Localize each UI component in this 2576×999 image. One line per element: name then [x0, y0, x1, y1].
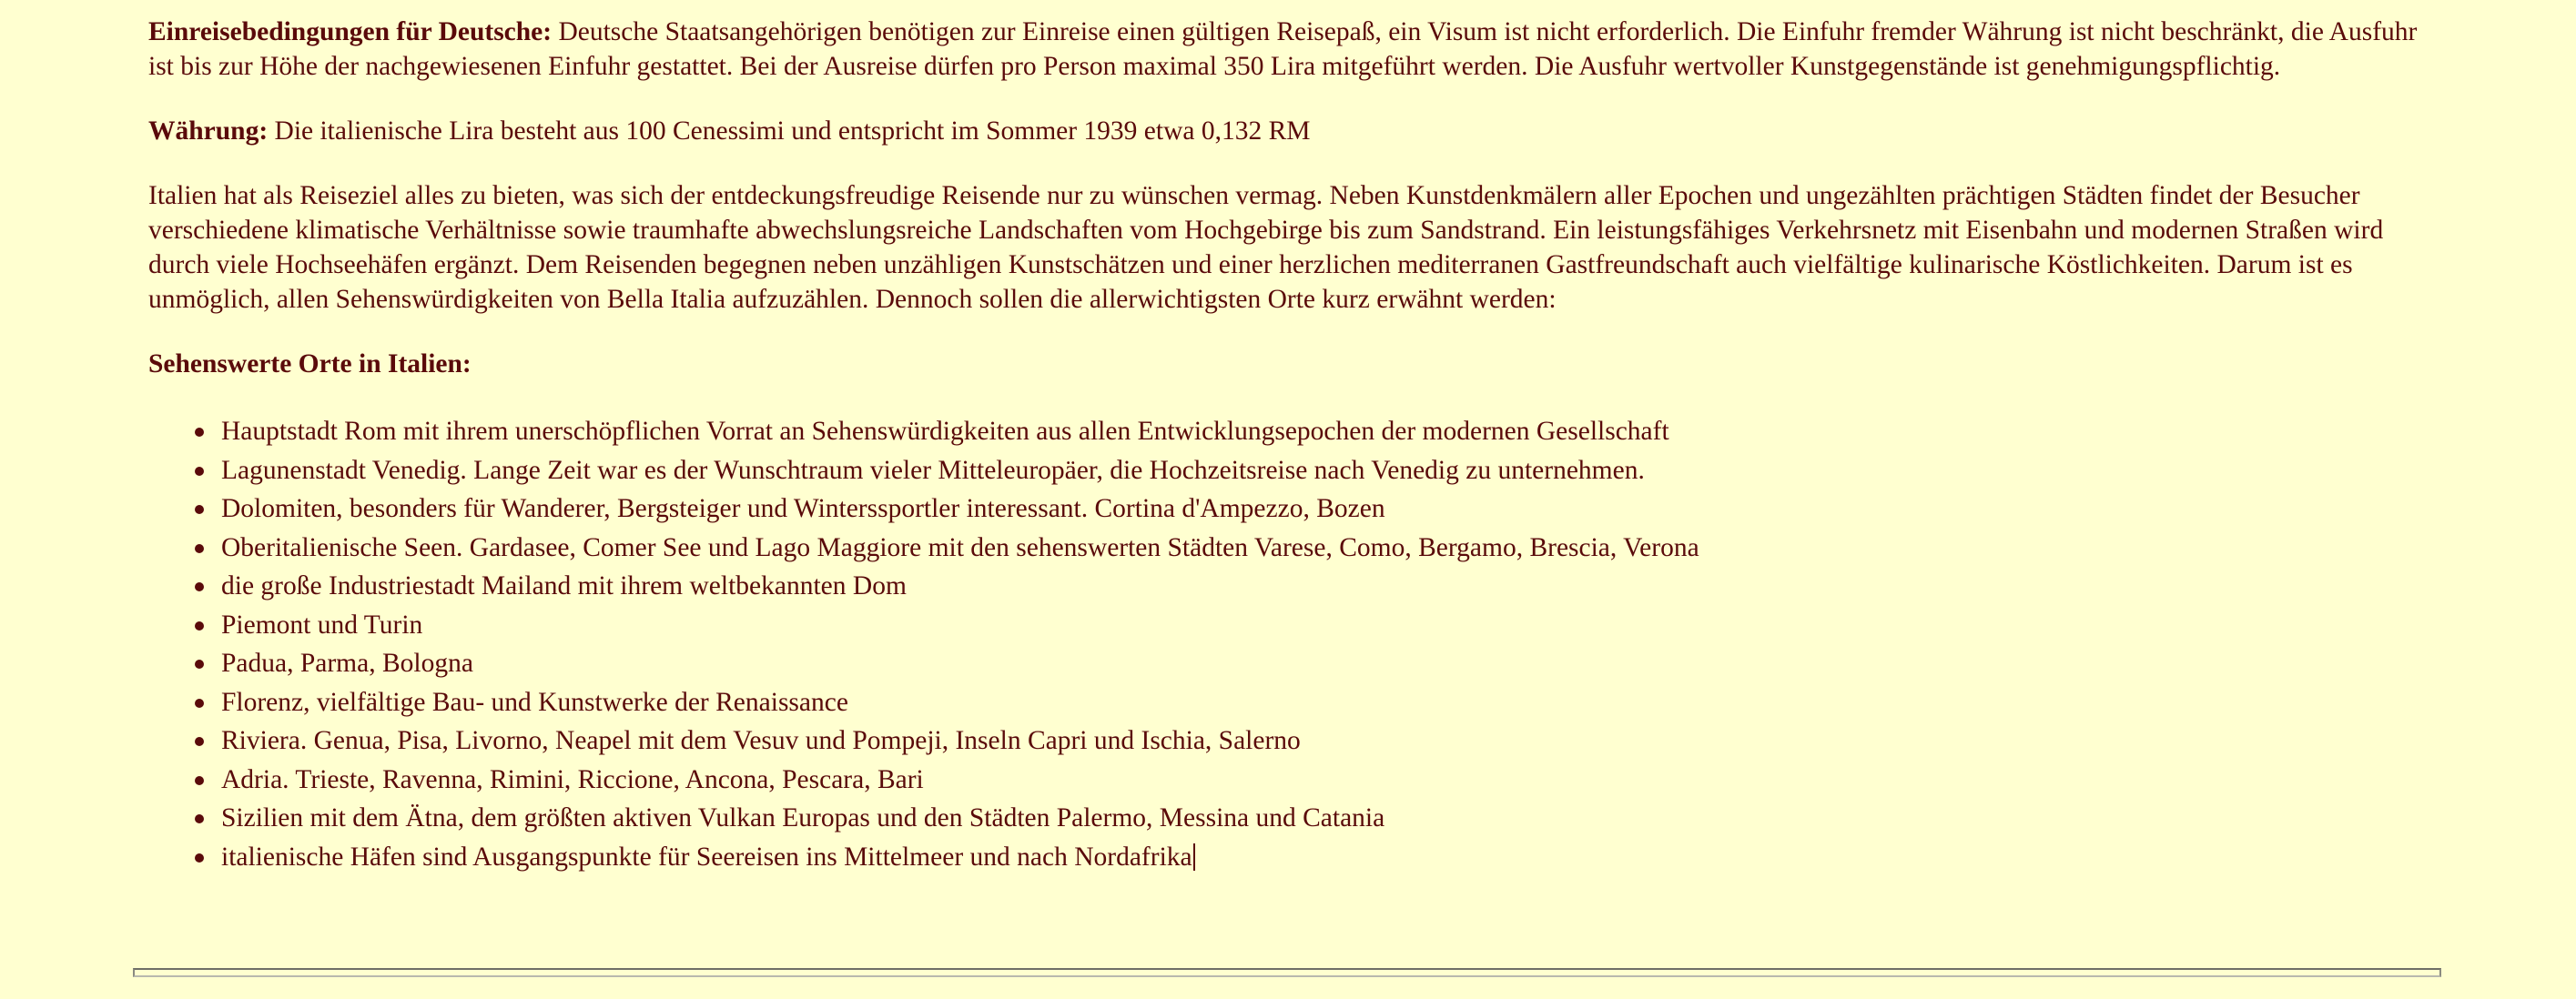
list-item: Dolomiten, besonders für Wanderer, Bergsteiger und Winterssportler interessant. Cortina d'Ampezzo, Bozen — [221, 489, 2442, 529]
list-item: Oberitalienische Seen. Gardasee, Comer See und Lago Maggiore mit den sehenswerten Städten Varese, Como, Bergamo, Brescia, Verona — [221, 529, 2442, 568]
places-heading: Sehenswerte Orte in Italien: — [148, 349, 472, 378]
text-cursor — [1193, 843, 1195, 871]
entry-requirements-label: Einreisebedingungen für Deutsche: — [148, 17, 553, 46]
entry-requirements-text: Deutsche Staatsangehörigen benötigen zur Einreise einen gültigen Reisepaß, ein Visum ist nicht erforderlich. Die Einfuhr fremder Währung ist nicht beschränkt, die Ausfuhr ist bis zur Höhe der nachgewiesenen Einfuhr gestattet. Bei der Ausreise dürfen pro Person maximal 350 Lira mitgeführt werden. Die Ausfuhr wertvoller Kunstgegenstände ist genehmigungspflichtig. — [148, 17, 2418, 81]
list-item: Lagunenstadt Venedig. Lange Zeit war es der Wunschtraum vieler Mitteleuropäer, die Hochzeitsreise nach Venedig zu unternehmen. — [221, 451, 2442, 490]
intro-paragraph: Italien hat als Reiseziel alles zu bieten, was sich der entdeckungsfreudige Reisende nur zu wünschen vermag. Neben Kunstdenkmälern aller Epochen und ungezählten prächtigen Städten findet der Besucher verschiedene klimatische Verhältnisse sowie traumhafte abwechslungsreiche Landschaften vom Hochgebirge bis zum Sandstrand. Ein leistungsfähiges Verkehrsnetz mit Eisenbahn und modernen Straßen wird durch viele Hochseehäfen ergänzt. Dem Reisenden begegnen neben unzähligen Kunstschätzen und einer herzlichen mediterranen Gastfreundschaft auch vielfältige kulinarische Köstlichkeiten. Darum ist es unmöglich, allen Sehenswürdigkeiten von Bella Italia aufzuzählen. Dennoch sollen die allerwichtigsten Orte kurz erwähnt werden: — [148, 181, 2384, 314]
list-item: Padua, Parma, Bologna — [221, 644, 2442, 683]
list-item: die große Industriestadt Mailand mit ihrem weltbekannten Dom — [221, 567, 2442, 606]
list-item: Hauptstadt Rom mit ihrem unerschöpflichen Vorrat an Sehenswürdigkeiten aus allen Entwicklungsepochen der modernen Gesellschaft — [221, 412, 2442, 451]
horizontal-rule — [133, 968, 2441, 977]
currency-paragraph — [148, 114, 2442, 148]
list-item: Florenz, vielfältige Bau- und Kunstwerke der Renaissance — [221, 683, 2442, 722]
list-item: italienische Häfen sind Ausgangspunkte für Seereisen ins Mittelmeer und nach Nordafrika — [221, 838, 2442, 877]
places-list — [148, 412, 2442, 876]
currency-label: Währung: — [148, 116, 269, 146]
list-item: Adria. Trieste, Ravenna, Rimini, Riccione, Ancona, Pescara, Bari — [221, 761, 2442, 800]
list-item: Riviera. Genua, Pisa, Livorno, Neapel mit dem Vesuv und Pompeji, Inseln Capri und Ischia, Salerno — [221, 722, 2442, 761]
currency-text: Die italienische Lira besteht aus 100 Cenessimi und entspricht im Sommer 1939 etwa 0,132 RM — [274, 116, 1311, 146]
document-body — [148, 15, 2442, 876]
list-item: Piemont und Turin — [221, 606, 2442, 645]
list-item: Sizilien mit dem Ätna, dem größten aktiven Vulkan Europas und den Städten Palermo, Messina und Catania — [221, 799, 2442, 838]
entry-requirements-paragraph — [148, 15, 2442, 84]
